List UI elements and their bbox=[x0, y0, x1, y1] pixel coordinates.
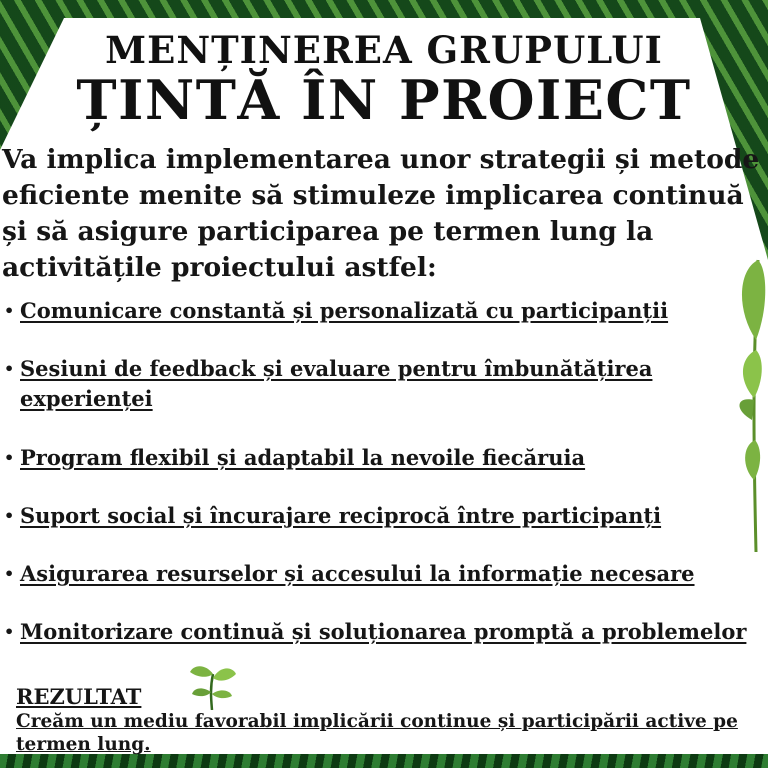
title-line-1: MENȚINEREA GRUPULUI bbox=[105, 28, 663, 72]
list-item-text: Comunicare constantă și personalizată cu participanții bbox=[20, 298, 669, 323]
green-plant-icon bbox=[734, 240, 768, 552]
list-item bbox=[4, 354, 756, 414]
bullet: • bbox=[4, 506, 15, 525]
bullet: • bbox=[4, 448, 15, 467]
list-item-text: Suport social și încurajare reciprocă între participanți bbox=[20, 503, 662, 528]
result-text: Creăm un mediu favorabil implicării continue și participării active pe termen lung. bbox=[16, 711, 738, 755]
sprout-icon bbox=[186, 662, 238, 710]
list-item bbox=[4, 501, 756, 531]
list-item-text: Sesiuni de feedback și evaluare pentru îmbunătățirea experienței bbox=[20, 356, 653, 411]
list-item bbox=[4, 617, 756, 647]
intro-paragraph: Va implica implementarea unor strategii și metode eficiente menite să stimuleze implicarea continuă și să asigure participarea pe termen lung la activitățile proiectului astfel: bbox=[2, 144, 760, 283]
list-item bbox=[4, 296, 756, 326]
title-line-2: ȚINTĂ ÎN PROIECT bbox=[76, 68, 692, 132]
leaves-bottom-strip bbox=[0, 754, 768, 768]
list-item bbox=[4, 443, 756, 473]
list-item-text: Monitorizare continuă și soluționarea promptă a problemelor bbox=[20, 619, 747, 644]
bullet: • bbox=[4, 622, 15, 641]
list-item-text: Program flexibil și adaptabil la nevoile fiecăruia bbox=[20, 445, 586, 470]
result-label: REZULTAT bbox=[16, 684, 142, 709]
list-item-text: Asigurarea resurselor și accesului la informație necesare bbox=[20, 561, 695, 586]
bullet: • bbox=[4, 301, 15, 320]
list-item bbox=[4, 559, 756, 589]
bullet: • bbox=[4, 564, 15, 583]
bullet: • bbox=[4, 359, 15, 378]
